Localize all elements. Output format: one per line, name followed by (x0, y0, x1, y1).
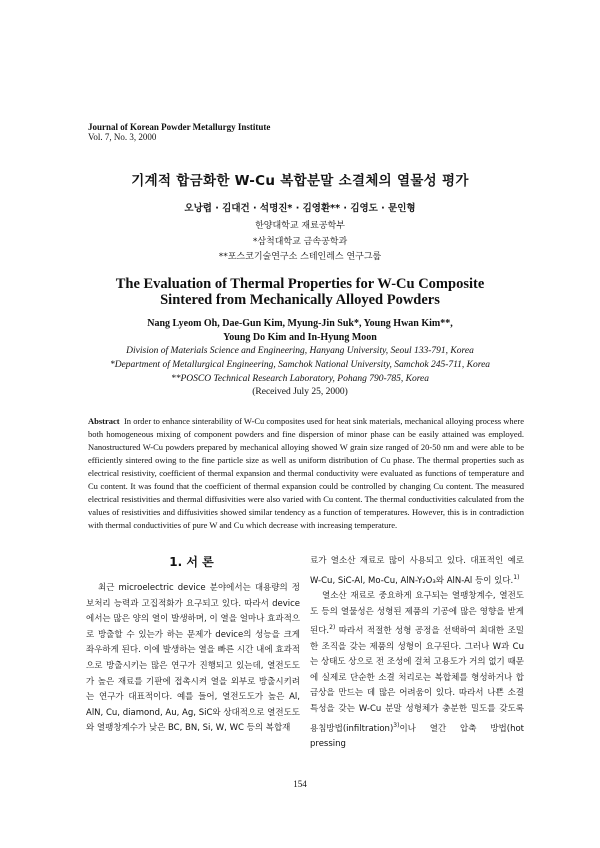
korean-authors: 오낭렵 · 김대건 · 석명진* · 김영환** · 김영도 · 문인형 (184, 203, 416, 214)
abstract (88, 415, 524, 532)
abstract-text: In order to enhance sinterability of W-Cu composites used for heat sink materials, mechanical alloying process where both homogeneous mixing of component powders and fine dispersion of minor phase can be easily attained was employed. Nanostructured W-Cu powders prepared by mechanical alloying showed W grain size ranged of 20-50 nm and were able to be efficiently sintered owing to the fine particle size as well as uniform distribution of Cu phase. The thermal properties such as electrical resistivity, coefficient of thermal expansion and thermal conductivity were evaluated as functions of temperature and Cu content. It was found that the coefficient of thermal expansion could be controlled by changing Cu content. The measured electrical resistivities and thermal diffusivities were also varied with Cu content. The thermal conductivities calculated from the values of resistivities and diffusivities showed similar tendency as a function of temperatures. However, this is in contradiction with thermal conductivities of pure W and Cu which decrease with increasing temperature. (88, 416, 524, 530)
paragraph (310, 589, 524, 753)
korean-title: 기계적 합금화한 W-Cu 복합분말 소결체의 열물성 평가 (131, 173, 469, 189)
section-title: 1. 서 론 (169, 555, 214, 569)
korean-affiliation-1: 한양대학교 재료공학부 (255, 221, 345, 231)
paragraph-text: 이나 열간 압축 방법(hot pressing (310, 723, 524, 750)
korean-affiliation-2: *삼척대학교 금속공학과 (252, 237, 348, 247)
journal-name: Journal of Korean Powder Metallurgy Institute (88, 122, 271, 132)
received-date: (Received July 25, 2000) (252, 387, 348, 397)
citation: 2) (329, 624, 336, 632)
english-title-line-2: Sintered from Mechanically Alloyed Powders (160, 292, 440, 308)
english-affiliation-3: **POSCO Technical Research Laboratory, Pohang 790-785, Korea (170, 374, 430, 384)
right-column (310, 554, 524, 753)
english-affiliation-1: Division of Materials Science and Engineering, Hanyang University, Seoul 133-791, Korea (126, 346, 474, 356)
korean-affiliation-3: **포스코기술연구소 스테인레스 연구그룹 (218, 252, 382, 262)
paragraph-text: 료가 열소산 재료로 많이 사용되고 있다. 대표적인 예로 W-Cu, SiC-Al, Mo-Cu, AlN-Y₂O₃와 AlN-Al 등이 있다. (310, 556, 524, 586)
page-number: 154 (293, 779, 307, 789)
abstract-label: Abstract (88, 416, 120, 426)
citation: 1) (513, 573, 520, 581)
left-column (86, 581, 300, 737)
paragraph: 최근 microelectric device 분야에서는 대용량의 정보처리 능력과 고집적화가 요구되고 있다. 따라서 device에서는 많은 양의 열이 발생하며, 이 열을 얼마나 효과적으로 방출할 수 있는가 하는 문제가 device의 성능을 크게 좌우하게 된다. 이에 발생하는 열을 빠른 시간 내에 효과적으로 방출시키는 많은 연구가 진행되고 있는데, 열전도도가 높은 재료를 기판에 접촉시켜 열을 외부로 방출시키려는 연구가 대표적이다. 예를 들어, 열전도도가 높은 Al, AlN, Cu, diamond, Au, Ag, SiC와 상대적으로 열전도도와 열팽창계수가 낮은 BC, BN, Si, W, WC 등의 복합재 (86, 583, 300, 734)
journal-volume: Vol. 7, No. 3, 2000 (88, 132, 157, 142)
english-authors-line-1: Nang Lyeom Oh, Dae-Gun Kim, Myung-Jin Suk*, Young Hwan Kim**, (147, 318, 453, 329)
citation: 3) (393, 721, 400, 729)
paragraph-text: 따라서 적절한 성형 공정을 선택하여 최대한 조밀한 조직을 갖는 제품의 성형이 요구된다. 그러나 W과 Cu는 상태도 상으로 전 조성에 걸쳐 고용도가 거의 없기 때문에 실제로 단순한 소결 처리로는 복합체를 형성하거나 합금상을 만드는 데 많은 어려움이 있다. 따라서 나쁜 소결 특성을 갖는 W-Cu 분말 성형체가 충분한 밀도를 갖도록 용침방법(infiltration) (310, 626, 524, 734)
paragraph-text: 열소산 재료로 중요하게 요구되는 열팽창계수, 열전도도 등의 열물성은 성형된 제품의 기공에 많은 영향을 받게 된다. (310, 591, 524, 637)
english-authors-line-2: Young Do Kim and In-Hyung Moon (223, 332, 377, 343)
english-affiliation-2: *Department of Metallurgical Engineering, Samchok National University, Samchok 245-711, Korea (109, 360, 491, 370)
english-title-line-1: The Evaluation of Thermal Properties for W-Cu Composite (115, 276, 485, 292)
paragraph (310, 554, 524, 589)
